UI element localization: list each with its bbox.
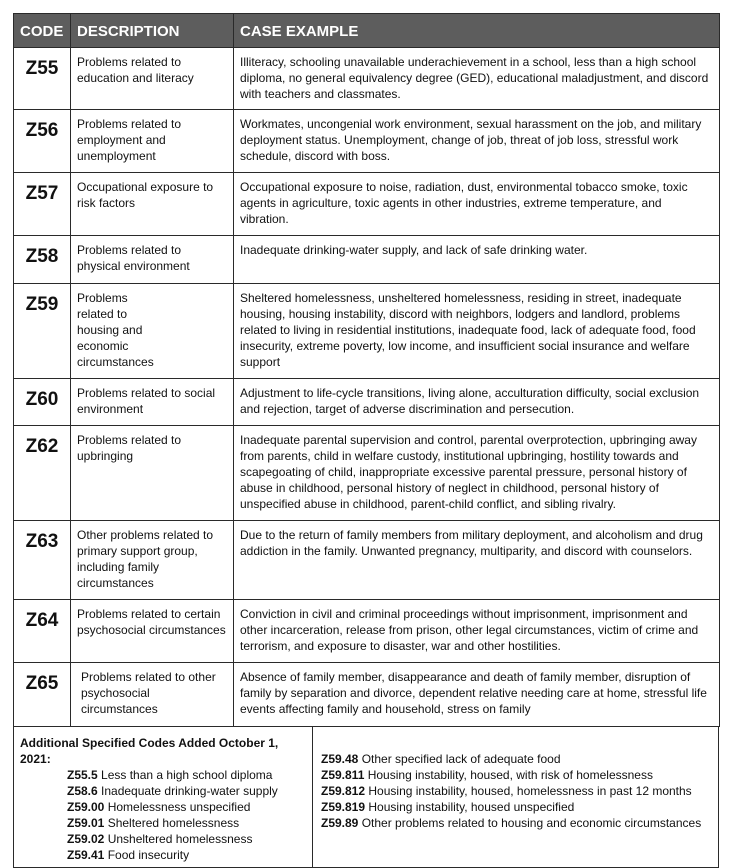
item-text: Housing instability, housed unspecified: [368, 800, 575, 814]
table-row: [14, 48, 720, 110]
table-row: [14, 173, 720, 236]
row-case-example: Adjustment to life-cycle transitions, living alone, acculturation difficulty, social exclusion and rejection, target of adverse discrimination and persecution.: [234, 379, 720, 426]
list-item: [321, 799, 714, 815]
item-text: Homelessness unspecified: [107, 800, 251, 814]
item-code: Z59.41: [67, 848, 105, 862]
row-description: Problems related to upbringing: [71, 426, 234, 521]
list-item: [321, 815, 714, 831]
row-description: Occupational exposure to risk factors: [71, 173, 234, 236]
row-case-example: Sheltered homelessness, unsheltered homelessness, residing in street, inadequate housing, housing instability, discord with neighbors, lodgers and landlord, problems related to living in residential institutions, inadequate food, lack of adequate food, food insecurity, extreme poverty, low income, and insufficient social insurance and welfare support: [234, 284, 720, 379]
row-case-example: Conviction in civil and criminal proceedings without imprisonment, imprisonment and other incarceration, release from prison, other legal circumstances, victim of crime and terrorism, and exposure to disaster, war and other hostilities.: [234, 600, 720, 663]
row-code: Z58: [14, 236, 71, 284]
item-code: Z59.819: [321, 800, 366, 814]
list-item: [67, 799, 308, 815]
header-case-example: CASE EXAMPLE: [234, 14, 720, 48]
row-description: Problems related to physical environment: [71, 236, 234, 284]
item-text: Food insecurity: [107, 848, 190, 862]
additional-codes-section: [13, 726, 719, 868]
row-case-example: Occupational exposure to noise, radiation, dust, environmental tobacco smoke, toxic agents in agriculture, toxic agents in other industries, extreme temperature, and vibration.: [234, 173, 720, 236]
additional-codes-list-right: [321, 751, 714, 831]
table-header-row: [14, 14, 720, 48]
item-text: Unsheltered homelessness: [107, 832, 253, 846]
list-item: [67, 831, 308, 847]
header-description: DESCRIPTION: [71, 14, 234, 48]
additional-codes-title: Additional Specified Codes Added October 1, 2021:: [20, 736, 279, 766]
table-row: [14, 600, 720, 663]
row-code: Z56: [14, 110, 71, 173]
row-description-text: Problems related to other psychosocial circumstances: [81, 670, 216, 716]
table-row: [14, 284, 720, 379]
table-row: [14, 426, 720, 521]
list-item: [67, 815, 308, 831]
table-row: [14, 521, 720, 600]
row-description-text: Problems related to housing and economic circumstances: [77, 291, 154, 369]
list-item: [321, 767, 714, 783]
header-code: CODE: [14, 14, 71, 48]
list-item: [321, 783, 714, 799]
row-case-example: Illiteracy, schooling unavailable underachievement in a school, less than a high school diploma, no general equivalency degree (GED), educational maladjustment, and discord with teachers and classmates.: [234, 48, 720, 110]
row-description: [71, 284, 234, 379]
item-code: Z59.812: [321, 784, 366, 798]
row-description: Other problems related to primary support group, including family circumstances: [71, 521, 234, 600]
list-item: [67, 847, 308, 863]
row-code: Z65: [14, 663, 71, 727]
row-code: Z59: [14, 284, 71, 379]
row-description: Problems related to certain psychosocial circumstances: [71, 600, 234, 663]
table-row: [14, 379, 720, 426]
row-code: Z63: [14, 521, 71, 600]
row-code: Z57: [14, 173, 71, 236]
item-code: Z59.48: [321, 752, 359, 766]
item-text: Other problems related to housing and economic circumstances: [361, 816, 702, 830]
item-text: Housing instability, housed, with risk of homelessness: [367, 768, 653, 782]
row-case-example: Due to the return of family members from military deployment, and alcoholism and drug addiction in the family. Unwanted pregnancy, multiparity, and discord with counselors.: [234, 521, 720, 600]
row-description: [71, 663, 234, 727]
item-code: Z59.00: [67, 800, 105, 814]
item-code: Z59.02: [67, 832, 105, 846]
table-row: [14, 236, 720, 284]
item-text: Inadequate drinking-water supply: [101, 784, 278, 798]
item-code: Z55.5: [67, 768, 98, 782]
row-case-example: Inadequate drinking-water supply, and lack of safe drinking water.: [234, 236, 720, 284]
list-item: [67, 767, 308, 783]
item-code: Z59.01: [67, 816, 105, 830]
item-text: Sheltered homelessness: [107, 816, 240, 830]
additional-codes-list-left: [20, 767, 308, 863]
item-text: Housing instability, housed, homelessness in past 12 months: [368, 784, 692, 798]
item-text: Less than a high school diploma: [101, 768, 273, 782]
row-case-example: Inadequate parental supervision and control, parental overprotection, upbringing away from parents, child in welfare custody, institutional upbringing, hostility towards and scapegoating of child, inappropriate excessive parental pressure, personal history of abuse in childhood, personal history of neglect in childhood, personal history of unspecified abuse in childhood, parent-child conflict, and sibling rivalry.: [234, 426, 720, 521]
additional-codes-right: [313, 727, 719, 868]
row-case-example: Absence of family member, disappearance and death of family member, disruption of family by separation and divorce, dependent relative needing care at home, stressful life events affecting family and household, stress on family: [234, 663, 720, 727]
row-description: Problems related to social environment: [71, 379, 234, 426]
list-item: [321, 751, 714, 767]
row-code: Z62: [14, 426, 71, 521]
row-code: Z60: [14, 379, 71, 426]
row-code: Z64: [14, 600, 71, 663]
item-code: Z58.6: [67, 784, 98, 798]
table-row: [14, 663, 720, 727]
row-case-example: Workmates, uncongenial work environment, sexual harassment on the job, and military deployment status. Unemployment, change of job, threat of job loss, stressful work schedule, discord with boss.: [234, 110, 720, 173]
additional-codes-left: [14, 727, 313, 868]
row-code: Z55: [14, 48, 71, 110]
list-item: [67, 783, 308, 799]
codes-table: [13, 13, 720, 727]
codes-document: [13, 13, 719, 868]
item-code: Z59.811: [321, 768, 365, 782]
row-description: Problems related to employment and unemployment: [71, 110, 234, 173]
item-text: Other specified lack of adequate food: [361, 752, 561, 766]
item-code: Z59.89: [321, 816, 359, 830]
row-description: Problems related to education and literacy: [71, 48, 234, 110]
table-row: [14, 110, 720, 173]
